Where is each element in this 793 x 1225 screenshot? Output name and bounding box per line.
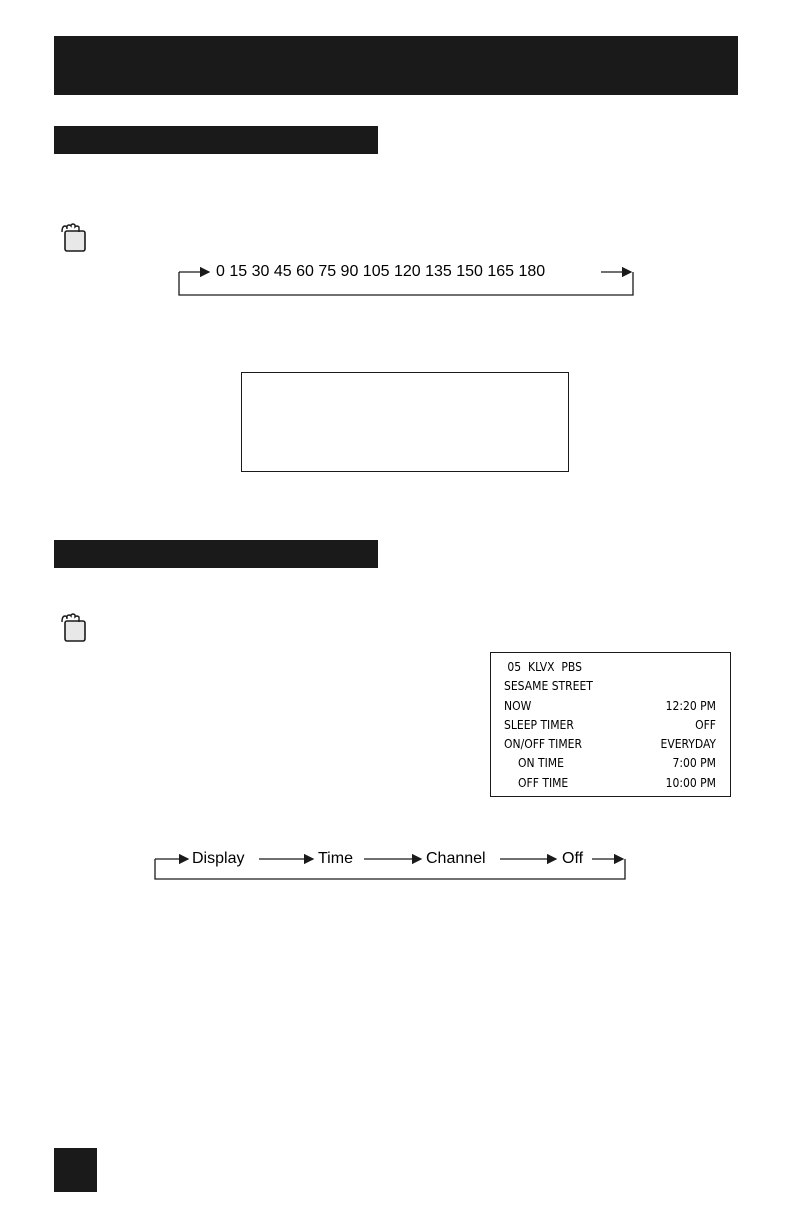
sequence-step-channel: Channel — [426, 850, 486, 867]
osd-row-on-time: ON TIME 7:00 PM — [518, 756, 716, 771]
osd-channel-line: 05 KLVX PBS — [504, 660, 582, 674]
osd-row-sleep-timer: SLEEP TIMER OFF — [504, 717, 716, 732]
osd-row-off-time: OFF TIME 10:00 PM — [518, 775, 716, 790]
osd-program-line: SESAME STREET — [504, 679, 593, 694]
sequence-step-off: Off — [562, 850, 584, 867]
sequence-step-time: Time — [318, 850, 353, 867]
sequence-step-display: Display — [192, 850, 245, 867]
on-screen-display-panel — [490, 652, 731, 797]
osd-row-now: NOW 12:20 PM — [504, 698, 716, 713]
hand-pressing-button-icon — [59, 612, 89, 643]
osd-row-on-off-timer: ON/OFF TIMER EVERYDAY — [504, 737, 716, 752]
page-number-tab — [54, 1148, 97, 1192]
section-header-display — [54, 540, 378, 568]
sleep-timer-sequence: 0 15 30 45 60 75 90 105 120 135 150 165 180 — [216, 263, 546, 280]
blank-screen-box — [241, 372, 569, 472]
